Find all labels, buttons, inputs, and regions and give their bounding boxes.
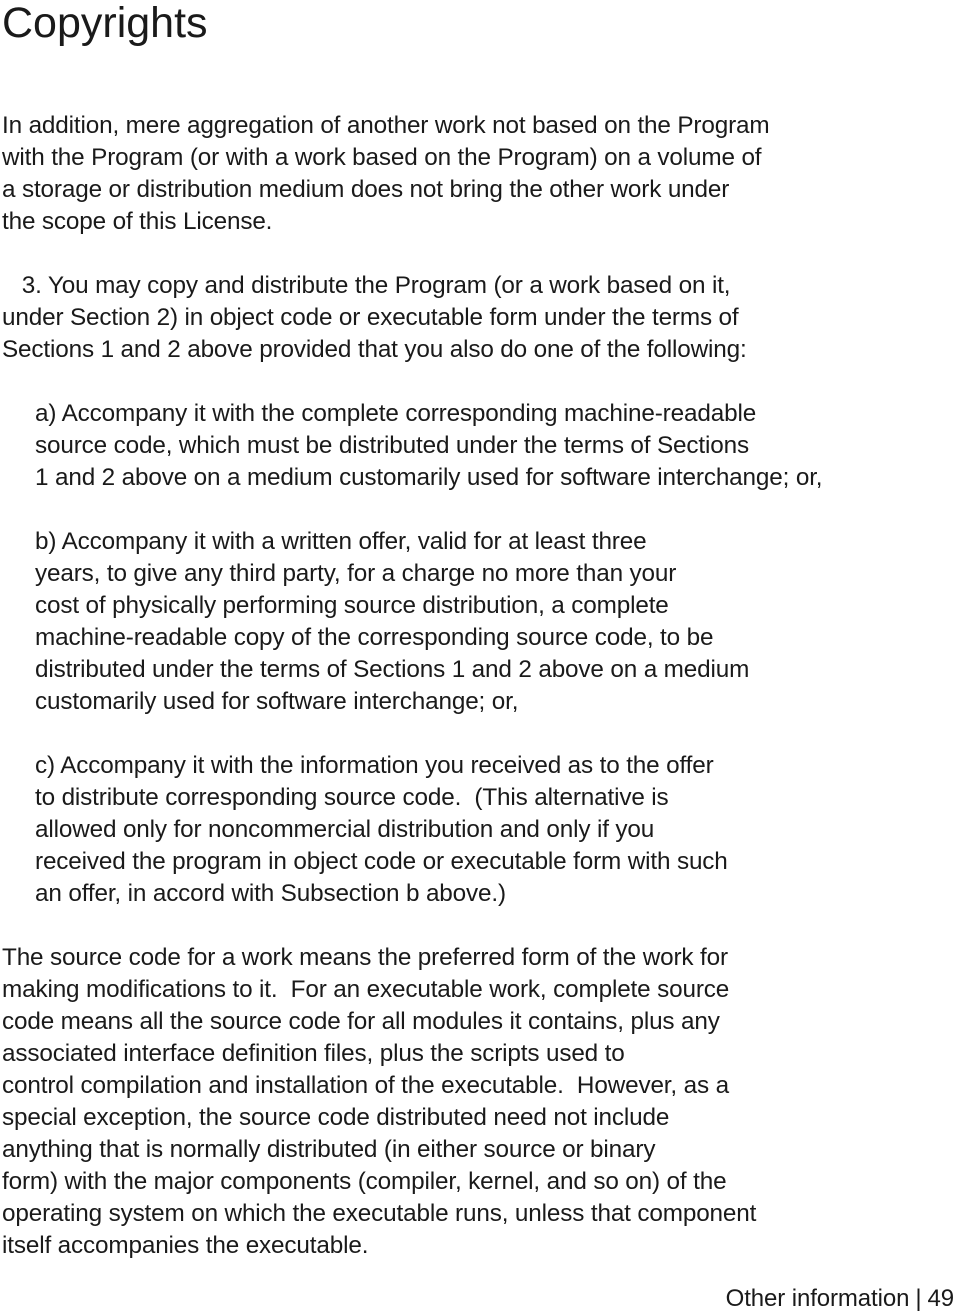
footer-section-label: Other information <box>725 1285 910 1312</box>
text-line: machine-readable copy of the corresponding source code, to be <box>35 624 714 651</box>
paragraph-gap <box>2 366 963 398</box>
text-line: a storage or distribution medium does not bring the other work under <box>2 176 730 203</box>
text-line: making modifications to it. For an executable work, complete source <box>2 976 730 1003</box>
text-line: the scope of this License. <box>2 208 273 235</box>
paragraph-section-3 <box>2 270 963 366</box>
text-line: an offer, in accord with Subsection b above.) <box>35 880 506 907</box>
text-line: 1 and 2 above on a medium customarily used for software interchange; or, <box>35 464 823 491</box>
text-line: b) Accompany it with a written offer, valid for at least three <box>35 528 647 555</box>
text-line: operating system on which the executable runs, unless that component <box>2 1200 757 1227</box>
text-line: source code, which must be distributed under the terms of Sections <box>35 432 749 459</box>
text-line: under Section 2) in object code or executable form under the terms of <box>2 304 739 331</box>
text-line: with the Program (or with a work based on the Program) on a volume of <box>2 144 762 171</box>
text-line: cost of physically performing source distribution, a complete <box>35 592 669 619</box>
paragraph-gap <box>2 494 963 526</box>
text-line: In addition, mere aggregation of another work not based on the Program <box>2 112 770 139</box>
paragraph-gap <box>2 238 963 270</box>
paragraph-aggregation <box>2 110 963 238</box>
text-line: received the program in object code or executable form with such <box>35 848 728 875</box>
text-line: a) Accompany it with the complete corresponding machine-readable <box>35 400 757 427</box>
text-line: special exception, the source code distributed need not include <box>2 1104 670 1131</box>
text-line: allowed only for noncommercial distribution and only if you <box>35 816 655 843</box>
text-line: code means all the source code for all modules it contains, plus any <box>2 1008 720 1035</box>
text-line: associated interface definition files, plus the scripts used to <box>2 1040 625 1067</box>
list-item-c <box>2 750 963 910</box>
paragraph-source-code <box>2 942 963 1262</box>
text-line: Sections 1 and 2 above provided that you also do one of the following: <box>2 336 747 363</box>
text-line: control compilation and installation of the executable. However, as a <box>2 1072 729 1099</box>
text-line: 3. You may copy and distribute the Program (or a work based on it, <box>2 272 731 299</box>
license-body <box>2 110 963 1262</box>
page-footer <box>726 1283 954 1315</box>
list-item-b <box>2 526 963 718</box>
text-line: anything that is normally distributed (in either source or binary <box>2 1136 656 1163</box>
text-line: form) with the major components (compiler, kernel, and so on) of the <box>2 1168 727 1195</box>
footer-separator: | <box>915 1285 922 1312</box>
text-line: The source code for a work means the preferred form of the work for <box>2 944 728 971</box>
text-line: c) Accompany it with the information you received as to the offer <box>35 752 714 779</box>
paragraph-gap <box>2 910 963 942</box>
page-title: Copyrights <box>2 0 208 47</box>
page-number: 49 <box>927 1285 954 1312</box>
text-line: customarily used for software interchange; or, <box>35 688 519 715</box>
list-item-a <box>2 398 963 494</box>
text-line: to distribute corresponding source code. (This alternative is <box>35 784 669 811</box>
paragraph-gap <box>2 718 963 750</box>
text-line: itself accompanies the executable. <box>2 1232 369 1259</box>
text-line: years, to give any third party, for a charge no more than your <box>35 560 677 587</box>
text-line: distributed under the terms of Sections 1 and 2 above on a medium <box>35 656 750 683</box>
